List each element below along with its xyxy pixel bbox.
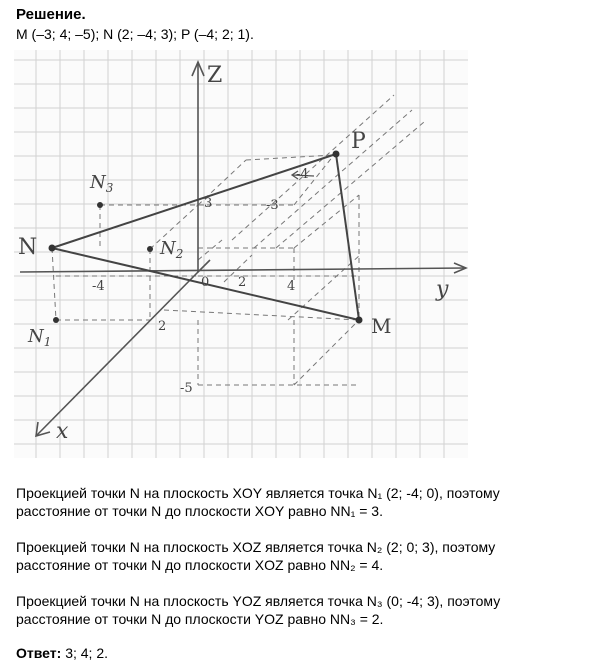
- solution-heading: Решение.: [16, 6, 86, 23]
- point-n2: [147, 246, 153, 252]
- answer-line: [16, 645, 108, 661]
- point-n1: [53, 317, 59, 323]
- label-n: N: [18, 235, 38, 260]
- paragraph-line: Проекцией точки N на плоскость XOZ является точка N₂ (2; 0; 3), поэтому: [16, 539, 496, 555]
- tick-x-2: 2: [158, 319, 167, 334]
- point-m: [356, 317, 363, 324]
- paragraph-line: расстояние от точки N до плоскости YOZ равно NN₃ = 2.: [16, 611, 384, 627]
- answer-value: 3; 4; 2.: [65, 645, 108, 661]
- tick-p-neg3: -3: [266, 198, 279, 213]
- edge-np: [52, 154, 336, 248]
- origin-label: 0: [201, 275, 210, 290]
- label-n2: $N_2$: [160, 238, 184, 261]
- label-n3: $N_3$: [90, 172, 114, 195]
- axis-label-z: Z: [207, 63, 223, 88]
- paragraph-projection-xoy: [16, 484, 500, 520]
- tick-y-4: 4: [287, 279, 296, 294]
- tick-y-neg4: -4: [92, 279, 105, 294]
- label-m: M: [371, 314, 392, 338]
- grid: [14, 50, 468, 458]
- paragraph-line: расстояние от точки N до плоскости XOY равно NN₁ = 3.: [16, 503, 383, 519]
- label-n1: $N_1$: [28, 326, 52, 349]
- answer-label: Ответ:: [16, 645, 62, 661]
- label-p: P: [351, 129, 366, 154]
- tick-y-2: 2: [238, 275, 247, 290]
- paragraph-line: Проекцией точки N на плоскость YOZ является точка N₃ (0; -4; 3), поэтому: [16, 593, 501, 609]
- axis-label-y: y: [436, 277, 449, 302]
- tick-z-3: 3: [204, 196, 213, 211]
- axis-label-x: x: [56, 419, 69, 444]
- point-n3: [97, 202, 103, 208]
- paragraph-projection-yoz: [16, 592, 500, 628]
- paragraph-projection-xoz: [16, 538, 495, 574]
- paragraph-line: расстояние от точки N до плоскости XOZ равно NN₂ = 4.: [16, 557, 384, 573]
- tick-p-neg4: -4: [296, 167, 309, 182]
- axes: [20, 62, 466, 436]
- coordinate-diagram: [14, 50, 468, 458]
- paragraph-line: Проекцией точки N на плоскость XOY является точка N₁ (2; -4; 0), поэтому: [16, 485, 500, 501]
- points-coordinates: M (–3; 4; –5); N (2; –4; 3); P (–4; 2; 1).: [16, 26, 254, 42]
- point-n: [49, 245, 56, 252]
- tick-z-neg5: -5: [180, 381, 193, 396]
- y-axis: [20, 268, 466, 272]
- point-p: [333, 151, 340, 158]
